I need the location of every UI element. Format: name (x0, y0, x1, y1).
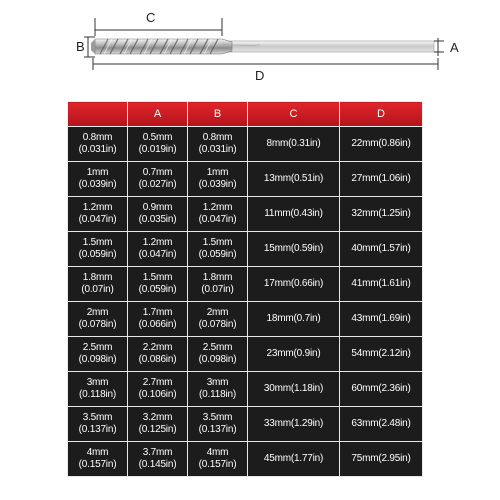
cell-b (188, 127, 248, 162)
cell-a (128, 372, 188, 407)
dimension-label-c: C (146, 10, 156, 25)
cell-d: 22mm(0.86in) (340, 127, 423, 162)
cell-b (188, 232, 248, 267)
header-d: D (340, 102, 423, 127)
cell-a-mm: 2.7mm (142, 377, 173, 388)
cell-b-mm: 2mm (206, 307, 229, 318)
size-table-container (67, 101, 422, 477)
cell-c: 33mm(1.29in) (248, 407, 340, 442)
table-row (68, 232, 423, 267)
cell-size (68, 302, 128, 337)
cell-b-mm: 3.5mm (202, 412, 233, 423)
table-body (68, 127, 423, 477)
cell-a-in: (0.125in) (138, 424, 177, 435)
cell-size-mm: 0.8mm (82, 132, 113, 143)
cell-a-mm: 1.7mm (142, 307, 173, 318)
cell-d: 40mm(1.57in) (340, 232, 423, 267)
table-row (68, 407, 423, 442)
cell-a (128, 267, 188, 302)
dimension-a (434, 38, 444, 56)
cell-d: 32mm(1.25in) (340, 197, 423, 232)
cell-b (188, 162, 248, 197)
cell-size-in: (0.157in) (78, 459, 117, 470)
header-a: A (128, 102, 188, 127)
cell-size (68, 267, 128, 302)
cell-b-mm: 0.8mm (202, 132, 233, 143)
cell-a-in: (0.047in) (138, 249, 177, 260)
cell-a (128, 197, 188, 232)
table-row (68, 442, 423, 477)
cell-c: 8mm(0.31in) (248, 127, 340, 162)
cell-c: 18mm(0.7in) (248, 302, 340, 337)
cell-a-mm: 0.7mm (142, 167, 173, 178)
dimension-label-d: D (255, 68, 265, 83)
cell-c: 23mm(0.9in) (248, 337, 340, 372)
dimension-label-a: A (450, 40, 459, 55)
cell-d: 54mm(2.12in) (340, 337, 423, 372)
cell-c: 15mm(0.59in) (248, 232, 340, 267)
cell-size-mm: 4mm (86, 447, 109, 458)
size-table (67, 101, 423, 477)
cell-b-in: (0.07in) (201, 284, 234, 295)
cell-a-in: (0.035in) (138, 214, 177, 225)
cell-a-mm: 1.2mm (142, 237, 173, 248)
cell-a-in: (0.059in) (138, 284, 177, 295)
cell-size-in: (0.137in) (78, 424, 117, 435)
cell-size (68, 197, 128, 232)
cell-c: 13mm(0.51in) (248, 162, 340, 197)
cell-a-mm: 3.7mm (142, 447, 173, 458)
dimension-label-b: B (76, 39, 85, 54)
cell-d: 43mm(1.69in) (340, 302, 423, 337)
cell-size-in: (0.07in) (81, 284, 114, 295)
cell-a-mm: 2.2mm (142, 342, 173, 353)
cell-size-mm: 1.8mm (82, 272, 113, 283)
cell-size-mm: 2.5mm (82, 342, 113, 353)
cell-b-mm: 1mm (206, 167, 229, 178)
dimension-d (93, 58, 438, 70)
cell-b-in: (0.039in) (198, 179, 237, 190)
cell-b (188, 442, 248, 477)
cell-b (188, 407, 248, 442)
table-header-row (68, 102, 423, 127)
cell-a-in: (0.145in) (138, 459, 177, 470)
cell-a (128, 442, 188, 477)
cell-size-mm: 3.5mm (82, 412, 113, 423)
cell-size-in: (0.031in) (78, 144, 117, 155)
cell-size-mm: 1.2mm (82, 202, 113, 213)
cell-d: 60mm(2.36in) (340, 372, 423, 407)
cell-a (128, 127, 188, 162)
cell-a (128, 162, 188, 197)
cell-a-mm: 0.5mm (142, 132, 173, 143)
cell-d: 63mm(2.48in) (340, 407, 423, 442)
table-row (68, 197, 423, 232)
cell-size-in: (0.118in) (79, 389, 116, 400)
cell-c: 17mm(0.66in) (248, 267, 340, 302)
cell-size (68, 162, 128, 197)
cell-size-in: (0.039in) (78, 179, 117, 190)
cell-size (68, 407, 128, 442)
cell-a-in: (0.066in) (138, 319, 177, 330)
cell-c: 11mm(0.43in) (248, 197, 340, 232)
cell-b-in: (0.137in) (198, 424, 237, 435)
cell-b-mm: 2.5mm (202, 342, 233, 353)
header-size (68, 102, 128, 127)
cell-size (68, 337, 128, 372)
cell-size-in: (0.047in) (78, 214, 117, 225)
header-b: B (188, 102, 248, 127)
cell-size-in: (0.078in) (78, 319, 117, 330)
drill-bit-diagram (0, 0, 500, 95)
cell-size-mm: 1mm (86, 167, 109, 178)
table-row (68, 372, 423, 407)
cell-a (128, 337, 188, 372)
cell-a-mm: 1.5mm (142, 272, 173, 283)
cell-d: 27mm(1.06in) (340, 162, 423, 197)
cell-c: 45mm(1.77in) (248, 442, 340, 477)
cell-b-in: (0.031in) (198, 144, 237, 155)
cell-b (188, 337, 248, 372)
cell-a (128, 302, 188, 337)
cell-size (68, 232, 128, 267)
cell-size (68, 442, 128, 477)
table-row (68, 302, 423, 337)
header-c: C (248, 102, 340, 127)
cell-size-mm: 1.5mm (82, 237, 113, 248)
cell-a (128, 407, 188, 442)
cell-b-in: (0.157in) (198, 459, 237, 470)
cell-size (68, 372, 128, 407)
cell-b (188, 267, 248, 302)
table-row (68, 127, 423, 162)
drill-bit-body (91, 39, 434, 54)
table-row (68, 337, 423, 372)
cell-b-in: (0.047in) (198, 214, 237, 225)
cell-a-mm: 0.9mm (142, 202, 173, 213)
cell-size (68, 127, 128, 162)
cell-size-in: (0.059in) (78, 249, 117, 260)
cell-b (188, 302, 248, 337)
cell-b-in: (0.098in) (198, 354, 237, 365)
cell-a-in: (0.019in) (138, 144, 177, 155)
cell-a-in: (0.106in) (138, 389, 177, 400)
table-row (68, 267, 423, 302)
cell-b-mm: 4mm (206, 447, 229, 458)
drill-bit-drawing (0, 0, 500, 95)
cell-c: 30mm(1.18in) (248, 372, 340, 407)
cell-b-in: (0.118in) (199, 389, 236, 400)
cell-size-mm: 2mm (86, 307, 109, 318)
table-row (68, 162, 423, 197)
cell-b-mm: 3mm (206, 377, 229, 388)
cell-b-in: (0.059in) (198, 249, 237, 260)
cell-a (128, 232, 188, 267)
cell-b (188, 197, 248, 232)
cell-b-mm: 1.2mm (202, 202, 233, 213)
cell-a-mm: 3.2mm (142, 412, 173, 423)
cell-b-mm: 1.8mm (202, 272, 233, 283)
cell-size-mm: 3mm (86, 377, 109, 388)
cell-d: 75mm(2.95in) (340, 442, 423, 477)
cell-size-in: (0.098in) (78, 354, 117, 365)
cell-d: 41mm(1.61in) (340, 267, 423, 302)
cell-b-in: (0.078in) (198, 319, 237, 330)
dimension-c (95, 18, 222, 36)
cell-a-in: (0.027in) (138, 179, 177, 190)
cell-b-mm: 1.5mm (202, 237, 233, 248)
cell-a-in: (0.086in) (138, 354, 177, 365)
cell-b (188, 372, 248, 407)
